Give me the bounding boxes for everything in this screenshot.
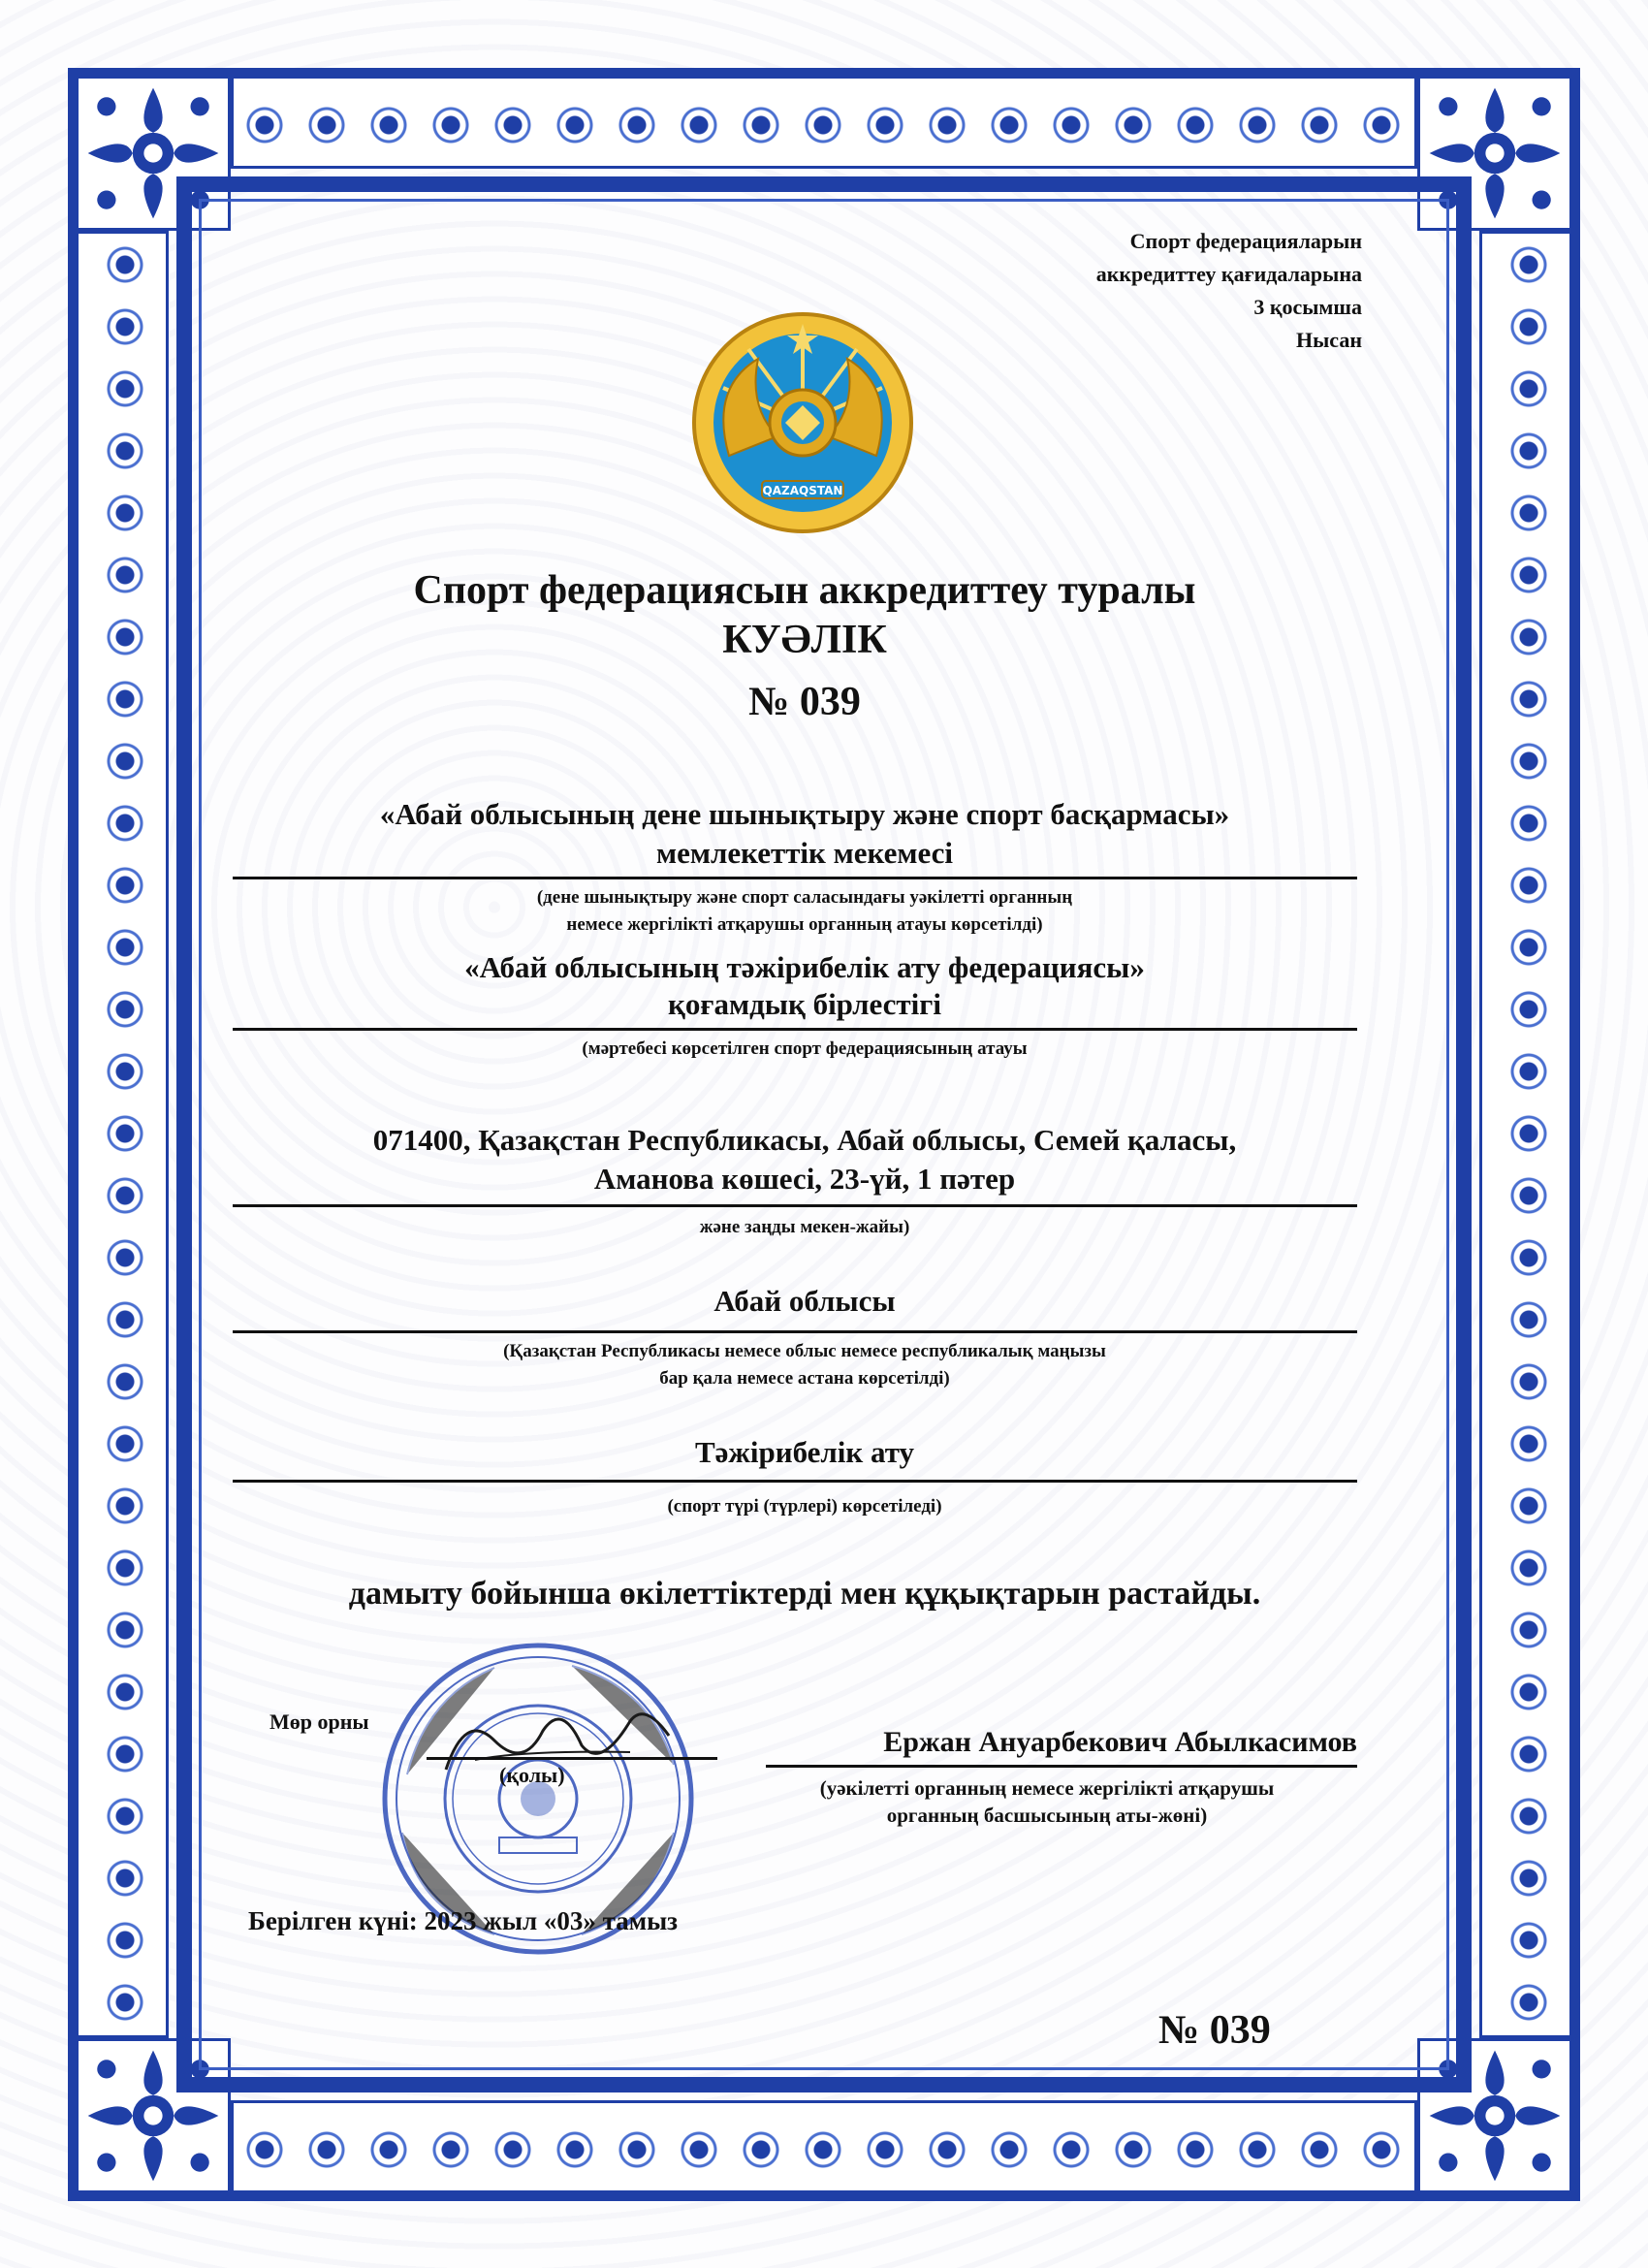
address-value: Аманова көшесі, 23-үй, 1 пәтер xyxy=(593,1162,1016,1196)
signature-caption: (қолы) xyxy=(499,1763,565,1787)
signer-name: Ержан Ануарбекович Абылкасимов xyxy=(883,1726,1357,1758)
issuer-value: мемлекеттік мекемесі xyxy=(655,836,954,870)
footer-number: № 039 xyxy=(1158,2008,1271,2053)
header-note-line: Нысан xyxy=(1296,328,1362,352)
issuer-underline xyxy=(233,877,1357,879)
federation-underline xyxy=(233,1028,1357,1031)
ornament-band-left xyxy=(76,231,169,2038)
issuer-caption: (дене шынықтыру және спорт саласындағы уәкілетті органның xyxy=(536,887,1073,908)
header-note-line: 3 қосымша xyxy=(1253,295,1362,319)
ornament-band-top xyxy=(231,76,1417,169)
seal-place-label: Мөр орны xyxy=(269,1709,369,1734)
header-note-line: аккредиттеу қағидаларына xyxy=(1095,262,1362,286)
signer-caption xyxy=(737,1774,1357,1829)
certificate-title: Спорт федерациясын аккредиттеу туралы xyxy=(413,568,1196,613)
signature-underline xyxy=(427,1757,717,1760)
emblem-label: QAZAQSTAN xyxy=(762,484,843,497)
ornament-band-bottom xyxy=(231,2100,1417,2193)
issuer-value: «Абай облысының дене шынықтыру және спорт басқармасы» xyxy=(379,797,1230,831)
issuer-caption: немесе жергілікті атқарушы органның атауы көрсетілді) xyxy=(566,914,1043,935)
federation-caption: (мәртебесі көрсетілген спорт федерациясының атауы xyxy=(582,1038,1028,1059)
signer-underline xyxy=(766,1765,1357,1768)
kazakhstan-emblem-icon xyxy=(690,310,915,535)
sport-caption: (спорт түрі (түрлері) көрсетіледі) xyxy=(667,1496,942,1517)
header-note xyxy=(1096,225,1362,357)
sport-value: Тәжірибелік ату xyxy=(694,1435,915,1469)
address-value: 071400, Қазақстан Республикасы, Абай облысы, Семей қаласы, xyxy=(372,1123,1237,1157)
header-note-line: Спорт федерацияларын xyxy=(1129,229,1362,253)
ornament-band-right xyxy=(1479,231,1572,2038)
region-caption: бар қала немесе астана көрсетілді) xyxy=(659,1368,950,1389)
certificate-number: № 039 xyxy=(748,680,861,724)
signer-caption-line: органның басшысының аты-жөні) xyxy=(886,1804,1208,1827)
address-caption: және заңды мекен-жайы) xyxy=(699,1217,910,1237)
signer-caption-line: (уәкілетті органның немесе жергілікті атқарушы xyxy=(819,1776,1275,1800)
federation-value: «Абай облысының тәжірибелік ату федерациясы» xyxy=(464,950,1145,984)
confirmation-text: дамыту бойынша өкілеттіктерді мен құқықтарын растайды. xyxy=(348,1576,1261,1612)
federation-value: қоғамдық бірлестігі xyxy=(668,987,941,1021)
issue-date: Берілген күні: 2023 жыл «03» тамыз xyxy=(248,1906,679,1935)
region-caption: (Қазақстан Республикасы немесе облыс немесе республикалық маңызы xyxy=(503,1341,1106,1361)
region-value: Абай облысы xyxy=(713,1284,896,1318)
region-underline xyxy=(233,1330,1357,1333)
sport-underline xyxy=(233,1480,1357,1483)
address-underline xyxy=(233,1204,1357,1207)
certificate-heading: КУӘЛІК xyxy=(722,618,887,662)
